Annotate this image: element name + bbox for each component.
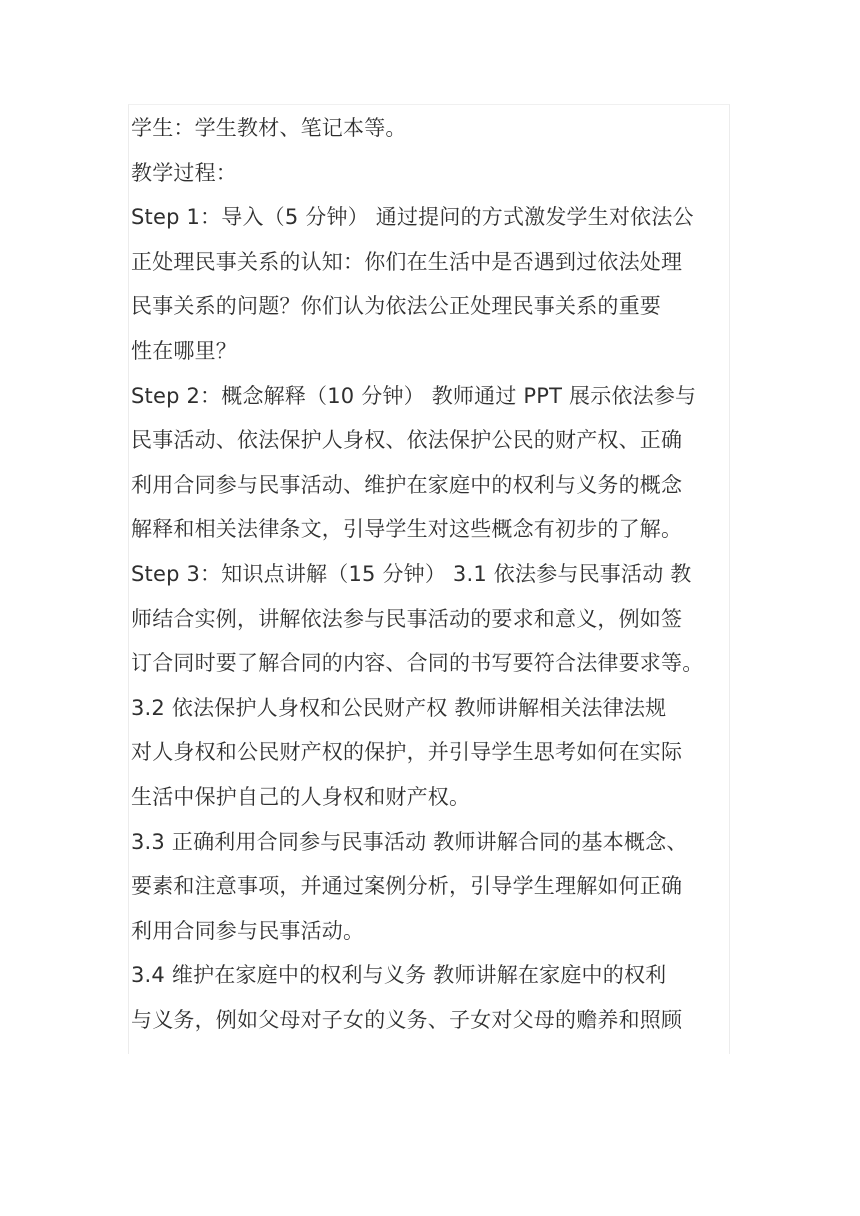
- text-line: 利用合同参与民事活动。: [131, 918, 365, 943]
- text-line: 师结合实例，讲解依法参与民事活动的要求和意义，例如签: [131, 606, 683, 631]
- text-line: Step 1：导入（5 分钟） 通过提问的方式激发学生对依法公: [131, 205, 694, 230]
- text-line: 3.4 维护在家庭中的权利与义务 教师讲解在家庭中的权利: [131, 963, 667, 988]
- text-line: 3.2 依法保护人身权和公民财产权 教师讲解相关法律法规: [131, 695, 667, 720]
- text-line: 民事关系的问题？你们认为依法公正处理民事关系的重要: [131, 294, 661, 319]
- text-line: 3.3 正确利用合同参与民事活动 教师讲解合同的基本概念、: [131, 829, 688, 854]
- text-line: 民事活动、依法保护人身权、依法保护公民的财产权、正确: [131, 428, 683, 453]
- text-line: 与义务，例如父母对子女的义务、子女对父母的赡养和照顾: [131, 1007, 683, 1032]
- text-line: Step 2：概念解释（10 分钟） 教师通过 PPT 展示依法参与: [131, 383, 697, 408]
- text-line: 学生：学生教材、笔记本等。: [131, 116, 407, 140]
- text-line: 解释和相关法律条文，引导学生对这些概念有初步的了解。: [131, 517, 683, 542]
- text-line: 对人身权和公民财产权的保护，并引导学生思考如何在实际: [131, 740, 683, 765]
- text-line: 订合同时要了解合同的内容、合同的书写要符合法律要求等。: [131, 651, 704, 676]
- document-body: [131, 106, 771, 1042]
- text-line: 教学过程：: [131, 160, 237, 185]
- text-line: 性在哪里？: [131, 338, 237, 363]
- text-line: 要素和注意事项，并通过案例分析，引导学生理解如何正确: [131, 874, 683, 899]
- text-line: 正处理民事关系的认知：你们在生活中是否遇到过依法处理: [131, 249, 683, 274]
- text-line: 利用合同参与民事活动、维护在家庭中的权利与义务的概念: [131, 472, 683, 497]
- text-line: Step 3：知识点讲解（15 分钟） 3.1 依法参与民事活动 教: [131, 561, 692, 586]
- text-line: 生活中保护自己的人身权和财产权。: [131, 784, 471, 809]
